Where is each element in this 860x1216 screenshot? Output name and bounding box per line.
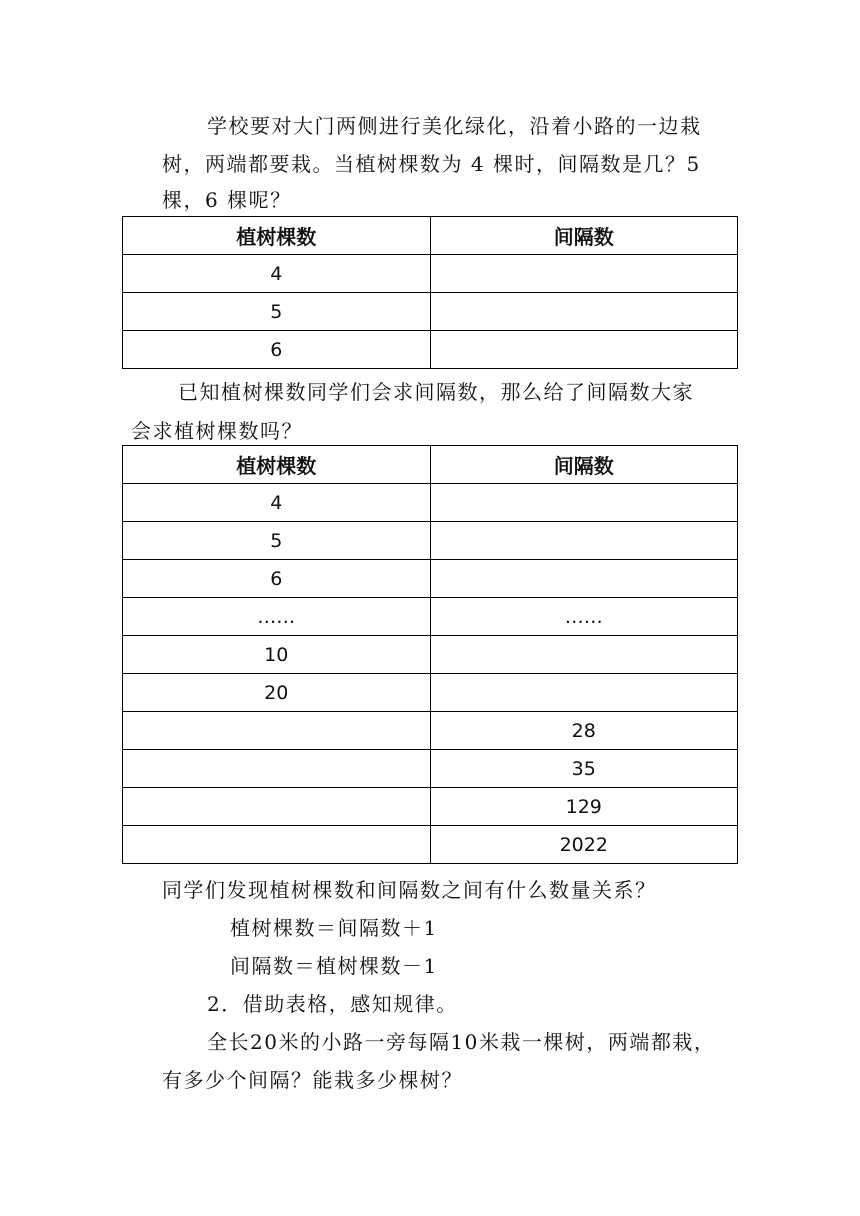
cell-interval-count [430,560,738,598]
cell-tree-count: 4 [123,484,431,522]
cell-interval-count [430,255,738,293]
cell-tree-count: 6 [123,331,431,369]
header-interval-count: 间隔数 [430,446,738,484]
table-row [123,293,738,331]
table-row [123,255,738,293]
cell-tree-count: …… [123,598,431,636]
table-row [123,636,738,674]
para3-line2: 有多少个间隔？能栽多少棵树？ [162,1068,463,1092]
cell-tree-count [123,826,431,864]
formula-tree-count: 植树棵数＝间隔数＋1 [230,916,438,940]
cell-interval-count [430,331,738,369]
table-row [123,788,738,826]
para1-line3: 棵，6 棵呢？ [162,188,292,212]
header-tree-count: 植树棵数 [123,446,431,484]
para2-line2: 会求植树棵数吗？ [131,419,303,443]
table-row [123,331,738,369]
table-row [123,674,738,712]
cell-tree-count: 10 [123,636,431,674]
table-row [123,598,738,636]
cell-tree-count: 20 [123,674,431,712]
cell-interval-count: 28 [430,712,738,750]
relation-question: 同学们发现植树棵数和间隔数之间有什么数量关系？ [162,878,657,902]
cell-tree-count: 6 [123,560,431,598]
formula-interval-count: 间隔数＝植树棵数－1 [230,954,438,978]
cell-interval-count [430,484,738,522]
cell-interval-count: 129 [430,788,738,826]
cell-tree-count [123,712,431,750]
para1-line1: 学校要对大门两侧进行美化绿化，沿着小路的一边栽 [207,114,702,138]
cell-interval-count [430,293,738,331]
table-row [123,484,738,522]
section-heading-2: 2．借助表格，感知规律。 [207,992,458,1016]
planting-table-1 [122,216,738,369]
cell-interval-count [430,522,738,560]
para2-line1: 已知植树棵数同学们会求间隔数，那么给了间隔数大家 [178,380,694,404]
table-header-row [123,217,738,255]
cell-interval-count: 35 [430,750,738,788]
table-row [123,826,738,864]
cell-tree-count: 5 [123,522,431,560]
table-header-row [123,446,738,484]
cell-tree-count: 4 [123,255,431,293]
cell-interval-count [430,636,738,674]
para1-line2: 树，两端都要栽。当植树棵数为 4 棵时，间隔数是几？5 [162,152,701,176]
header-tree-count: 植树棵数 [123,217,431,255]
planting-table-2 [122,445,738,864]
table-row [123,522,738,560]
cell-tree-count [123,750,431,788]
table-row [123,560,738,598]
table-row [123,750,738,788]
cell-tree-count [123,788,431,826]
header-interval-count: 间隔数 [430,217,738,255]
para3-line1: 全长20米的小路一旁每隔10米栽一棵树，两端都栽， [207,1030,716,1054]
cell-interval-count [430,674,738,712]
table-row [123,712,738,750]
cell-interval-count: 2022 [430,826,738,864]
cell-tree-count: 5 [123,293,431,331]
cell-interval-count: …… [430,598,738,636]
